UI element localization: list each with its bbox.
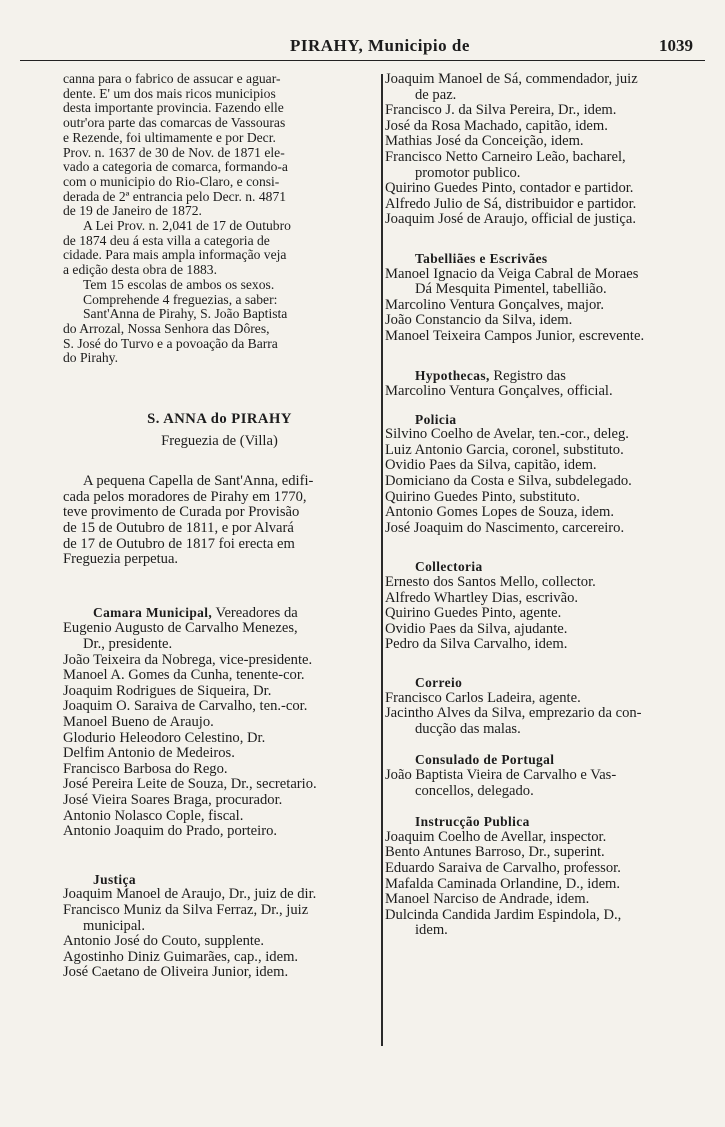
text-line: derada de 2ª entrancia pelo Decr. n. 4871 bbox=[63, 189, 287, 204]
text-line: de 1874 deu á esta villa a categoria de bbox=[63, 233, 270, 248]
text-line: Quirino Guedes Pinto, agente. bbox=[385, 606, 562, 622]
text-line: Alfredo Whartley Dias, escrivão. bbox=[385, 590, 579, 606]
column-divider bbox=[381, 74, 383, 1046]
page-header bbox=[20, 34, 705, 61]
collectoria-section bbox=[385, 559, 698, 653]
page-number: 1039 bbox=[659, 36, 693, 55]
text-line: Marcolino Ventura Gonçalves, official. bbox=[385, 384, 613, 400]
text-line: Francisco Muniz da Silva Ferraz, Dr., juiz bbox=[63, 902, 309, 918]
section-heading bbox=[385, 368, 698, 385]
hypothecas-heading-rest: Registro das bbox=[489, 367, 566, 384]
text-line: teve provimento de Curada por Provisão bbox=[63, 505, 300, 521]
text-line: Dulcinda Candida Jardim Espindola, D., bbox=[385, 907, 622, 923]
text-line: a edição desta obra de 1883. bbox=[63, 263, 217, 278]
text-line: Francisco Netto Carneiro Leão, bacharel, bbox=[385, 149, 626, 165]
text-line: Manoel Teixeira Campos Junior, escrevente. bbox=[385, 328, 645, 344]
text-line: dente. E' um dos mais ricos municipios bbox=[63, 86, 276, 101]
collectoria-heading: Collectoria bbox=[415, 559, 483, 575]
text-line: cidade. Para mais ampla informação veja bbox=[63, 248, 287, 263]
text-line: canna para o fabrico de assucar e aguar- bbox=[63, 72, 281, 86]
text-line: de paz. bbox=[415, 87, 457, 103]
text-line: Silvino Coelho de Avelar, ten.-cor., deleg. bbox=[385, 427, 629, 443]
text-line: Joaquim Manoel de Sá, commendador, juiz bbox=[385, 72, 638, 87]
text-line: Glodurio Heleodoro Celestino, Dr. bbox=[63, 730, 266, 746]
running-title: PIRAHY, Municipio de bbox=[290, 36, 470, 55]
text-line: José Joaquim do Nascimento, carcereiro. bbox=[385, 520, 625, 536]
policia-heading: Policia bbox=[415, 411, 457, 427]
text-line: Manoel A. Gomes da Cunha, tenente-cor. bbox=[63, 668, 305, 684]
consulado-heading: Consulado de Portugal bbox=[415, 752, 555, 768]
correio-section bbox=[385, 675, 698, 737]
text-line: desta importante provincia. Fazendo elle bbox=[63, 101, 284, 116]
text-line: Ovidio Paes da Silva, ajudante. bbox=[385, 621, 568, 637]
tabelliaes-heading: Tabelliães e Escrivães bbox=[415, 250, 548, 266]
text-line: João Teixeira da Nobrega, vice-presidente. bbox=[63, 652, 313, 668]
text-line: Comprehende 4 freguezias, a saber: bbox=[83, 292, 278, 307]
text-line: Agostinho Diniz Guimarães, cap., idem. bbox=[63, 949, 299, 965]
correio-heading: Correio bbox=[415, 675, 463, 690]
text-line: de 19 de Janeiro de 1872. bbox=[63, 204, 202, 219]
instruccao-section bbox=[385, 814, 698, 939]
text-line: João Baptista Vieira de Carvalho e Vas- bbox=[385, 767, 617, 783]
text-line: Joaquim Rodrigues de Siqueira, Dr. bbox=[63, 683, 272, 699]
text-line: A pequena Capella de Sant'Anna, edifi- bbox=[83, 474, 314, 490]
text-line: Francisco Carlos Ladeira, agente. bbox=[385, 690, 581, 706]
tabelliaes-section bbox=[385, 251, 698, 345]
text-line: João Constancio da Silva, idem. bbox=[385, 313, 573, 329]
text-line: Domiciano da Costa e Silva, subdelegado. bbox=[385, 474, 632, 490]
text-line: Joaquim O. Saraiva de Carvalho, ten.-cor. bbox=[63, 699, 308, 715]
text-line: Antonio José do Couto, supplente. bbox=[63, 934, 265, 950]
text-line: Quirino Guedes Pinto, substituto. bbox=[385, 489, 580, 505]
text-line: Antonio Nolasco Cople, fiscal. bbox=[63, 808, 244, 824]
justica-continued bbox=[385, 72, 698, 228]
text-line: Joaquim Manoel de Araujo, Dr., juiz de dir. bbox=[63, 887, 317, 903]
text-line: Luiz Antonio Garcia, coronel, substituto. bbox=[385, 442, 624, 458]
text-line: Jacintho Alves da Silva, emprezario da con- bbox=[385, 706, 642, 722]
text-line: José Pereira Leite de Souza, Dr., secretario. bbox=[63, 777, 317, 793]
text-line: promotor publico. bbox=[415, 165, 521, 181]
section-heading bbox=[63, 605, 376, 622]
text-line: Mathias José da Conceição, idem. bbox=[385, 134, 584, 150]
text-line: S. José do Turvo e a povoação da Barra bbox=[63, 336, 278, 351]
text-line: Joaquim Coelho de Avellar, inspector. bbox=[385, 829, 607, 845]
text-line: com o municipio do Rio-Claro, e consi- bbox=[63, 174, 280, 189]
text-line: vado a categoria de comarca, formando-a bbox=[63, 160, 288, 175]
parish-subtitle: Freguezia de (Villa) bbox=[161, 432, 278, 449]
text-line: Delfim Antonio de Medeiros. bbox=[63, 746, 235, 762]
text-line: Antonio Gomes Lopes de Souza, idem. bbox=[385, 505, 615, 521]
text-line: Manoel Bueno de Araujo. bbox=[63, 714, 214, 730]
text-line: de 17 de Outubro de 1817 foi erecta em bbox=[63, 536, 295, 552]
text-line: Francisco Barbosa do Rego. bbox=[63, 761, 228, 777]
text-line: Alfredo Julio de Sá, distribuidor e partidor. bbox=[385, 196, 637, 212]
justica-section bbox=[63, 872, 376, 981]
text-line: Eugenio Augusto de Carvalho Menezes, bbox=[63, 621, 298, 637]
text-line: Bento Antunes Barroso, Dr., superint. bbox=[385, 845, 605, 861]
text-line: Pedro da Silva Carvalho, idem. bbox=[385, 637, 568, 653]
justica-heading: Justiça bbox=[93, 871, 136, 887]
hypothecas-section bbox=[385, 368, 698, 400]
text-line: José Vieira Soares Braga, procurador. bbox=[63, 792, 283, 808]
text-line: Sant'Anna de Pirahy, S. João Baptista bbox=[83, 307, 288, 322]
text-line: do Pirahy. bbox=[63, 351, 118, 366]
text-line: Manoel Ignacio da Veiga Cabral de Moraes bbox=[385, 266, 639, 282]
instruccao-heading: Instrucção Publica bbox=[415, 814, 530, 830]
text-line: municipal. bbox=[83, 918, 146, 934]
left-column bbox=[63, 72, 376, 981]
right-column bbox=[385, 72, 698, 939]
text-line: Antonio Joaquim do Prado, porteiro. bbox=[63, 824, 278, 840]
text-line: Quirino Guedes Pinto, contador e partidor. bbox=[385, 181, 634, 197]
text-line: ducção das malas. bbox=[415, 721, 521, 737]
text-line: A Lei Prov. n. 2,041 de 17 de Outubro bbox=[83, 219, 291, 234]
text-line: do Arrozal, Nossa Senhora das Dôres, bbox=[63, 321, 270, 336]
text-line: Tem 15 escolas de ambos os sexos. bbox=[83, 277, 275, 292]
text-line: José Caetano de Oliveira Junior, idem. bbox=[63, 965, 289, 981]
camara-heading: Camara Municipal, bbox=[93, 604, 213, 620]
text-line: Ernesto dos Santos Mello, collector. bbox=[385, 575, 596, 591]
text-line: Dr., presidente. bbox=[83, 637, 173, 652]
text-line: José da Rosa Machado, capitão, idem. bbox=[385, 118, 608, 134]
text-line: Marcolino Ventura Gonçalves, major. bbox=[385, 297, 604, 313]
text-line: Manoel Narciso de Andrade, idem. bbox=[385, 892, 590, 908]
text-line: idem. bbox=[415, 923, 448, 939]
text-line: Francisco J. da Silva Pereira, Dr., idem. bbox=[385, 103, 617, 119]
text-line: outr'ora parte das comarcas de Vassouras bbox=[63, 116, 286, 131]
text-line: de 15 de Outubro de 1811, e por Alvará bbox=[63, 521, 294, 537]
intro-paragraph bbox=[63, 72, 376, 366]
text-line: Mafalda Caminada Orlandine, D., idem. bbox=[385, 876, 621, 892]
text-line: concellos, delegado. bbox=[415, 783, 534, 799]
parish-title: S. ANNA do PIRAHY bbox=[147, 411, 292, 428]
text-line: Ovidio Paes da Silva, capitão, idem. bbox=[385, 458, 597, 474]
consulado-section bbox=[385, 752, 698, 799]
camara-heading-rest: Vereadores da bbox=[212, 604, 298, 621]
camara-section bbox=[63, 605, 376, 840]
text-line: Freguezia perpetua. bbox=[63, 552, 179, 568]
text-line: Joaquim José de Araujo, official de justiça. bbox=[385, 212, 637, 228]
text-line: cada pelos moradores de Pirahy em 1770, bbox=[63, 489, 307, 505]
policia-section bbox=[385, 412, 698, 537]
text-line: Dá Mesquita Pimentel, tabellião. bbox=[415, 282, 607, 298]
text-line: Eduardo Saraiva de Carvalho, professor. bbox=[385, 860, 621, 876]
text-line: e Rezende, foi ultimamente e por Decr. bbox=[63, 130, 276, 145]
text-line: Prov. n. 1637 de 30 de Nov. de 1871 ele- bbox=[63, 145, 285, 160]
parish-description bbox=[63, 474, 376, 568]
hypothecas-heading: Hypothecas, bbox=[415, 367, 490, 383]
